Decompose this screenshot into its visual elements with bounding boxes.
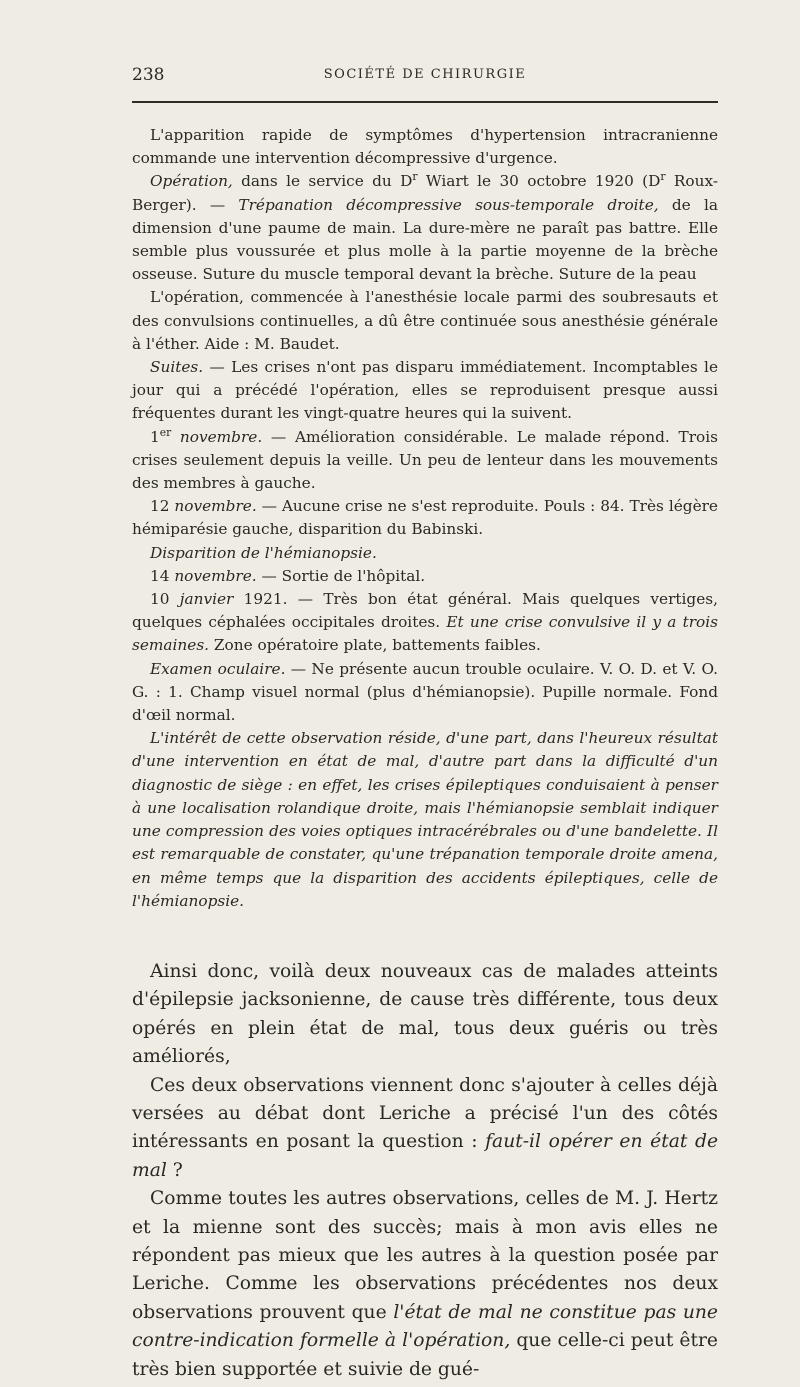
case-paragraph [132, 170, 718, 286]
case-italic: Trépanation décompressive sous-temporale droite, [238, 195, 659, 214]
case-paragraph [132, 588, 718, 658]
case-text: Wiart le 30 octobre 1920 (D [417, 172, 661, 191]
case-text: L'opération, commencée à l'anesthésie locale parmi des soubresauts et des convulsions continuelles, a dû être continuée sous anesthésie générale à l'éther. Aide : M. Baudet. [132, 288, 718, 353]
case-paragraph [132, 286, 718, 356]
case-paragraph [132, 495, 718, 541]
case-paragraph [132, 565, 718, 588]
body-text: Ces deux observations viennent donc s'ajouter à celles déjà versées au débat dont Leriche a précisé l'un des côtés intéressants en posant la question : [132, 1074, 718, 1153]
case-italic: Et une crise convulsive il y a trois semaines. [132, 613, 718, 655]
case-text: dans le service du D [232, 172, 413, 191]
case-label: novembre. [169, 566, 257, 585]
header-rule [132, 101, 718, 103]
case-label: Examen oculaire. [150, 659, 286, 678]
body-text: Comme toutes les autres observations, celles de M. J. Hertz et la mienne sont des succès; mais à mon avis elles ne répondent pas mieux que les autres à la question posée par Leriche. Comme les observations précédentes nos deux observations prouvent que [132, 1188, 718, 1323]
case-text: — Amélioration considérable. Le malade répond. Trois crises seulement depuis la veille. Un peu de lenteur dans les mouvements des membres à gauche. [132, 427, 718, 493]
case-label: novembre. [171, 427, 263, 446]
case-text: Zone opératoire plate, battements faibles. [209, 636, 541, 655]
body-text: Ainsi donc, voilà deux nouveaux cas de malades atteints d'épilepsie jacksonienne, de cause très différente, tous deux opérés en plein état de mal, tous deux guéris ou très améliorés, [132, 961, 718, 1068]
case-paragraph [132, 124, 718, 170]
case-label: Suites. [150, 358, 204, 377]
body-italic: faut-il opérer en état de mal [132, 1131, 719, 1181]
superscript: r [412, 170, 418, 184]
case-text: — Ne présente aucun trouble oculaire. V. O. D. et V. O. G. : 1. Champ visuel normal (plus d'hémianopsie). Pupille normale. Fond d'œil normal. [132, 659, 718, 725]
date-number: 12 [150, 497, 170, 516]
superscript: r [660, 170, 666, 184]
body-text: que celle-ci peut être très bien supportée et suivie de gué- [132, 1330, 718, 1380]
body-paragraph [132, 958, 718, 1072]
case-text: de la dimension d'une paume de main. La dure-mère ne paraît pas battre. Elle semble plus voussurée et plus molle à la partie moyenne de la brèche osseuse. Suture du muscle temporal devant la brèche. Suture de la peau [132, 195, 718, 284]
case-label: janvier [169, 590, 234, 609]
case-conclusion [132, 727, 718, 913]
body-paragraph [132, 1072, 718, 1186]
case-label: novembre. [169, 497, 257, 516]
running-title: SOCIÉTÉ DE CHIRURGIE [323, 67, 527, 82]
running-head [132, 62, 718, 88]
case-text: Roux-Berger). — [132, 172, 719, 214]
case-paragraph [132, 542, 718, 565]
case-text: — Sortie de l'hôpital. [256, 566, 426, 585]
case-italic: L'intérêt de cette observation réside, d'une part, dans l'heureux résultat d'une intervention en état de mal, d'autre part dans la difficulté d'un diagnostic de siège : en effet, les crises épileptiques conduisaient à penser à une localisation rolandique droite, mais l'hémianopsie semblait indiquer une compression des voies optiques intracérébrales ou d'une bandelette. Il est remarquable de constater, qu'une trépanation temporale droite amena, en même temps que la disparition des accidents épileptiques, celle de l'hémianopsie. [132, 729, 718, 910]
case-text: 1921. — Très bon état général. Mais quelques vertiges, quelques céphalées occipitales droites. [132, 590, 718, 632]
case-text: — Aucune crise ne s'est reproduite. Pouls : 84. Très légère hémiparésie gauche, disparition du Babinski. [132, 497, 718, 539]
superscript: er [159, 425, 172, 439]
case-report [132, 124, 718, 913]
body-italic: l'état de mal ne constitue pas une contre-indication formelle à l'opération, [132, 1301, 718, 1352]
date-number: 1 [150, 427, 160, 446]
case-paragraph [132, 356, 718, 426]
case-italic: Disparition de l'hémianopsie. [150, 543, 377, 562]
main-text [132, 958, 718, 1384]
case-text: L'apparition rapide de symptômes d'hypertension intracranienne commande une intervention décompressive d'urgence. [132, 126, 718, 168]
case-label: Opération, [150, 172, 233, 191]
body-paragraph [132, 1185, 718, 1384]
body-text: ? [166, 1159, 183, 1181]
case-paragraph [132, 658, 718, 728]
date-number: 14 [150, 566, 170, 585]
page-number: 238 [132, 65, 165, 85]
date-number: 10 [150, 590, 170, 609]
case-paragraph [132, 426, 718, 496]
case-text: — Les crises n'ont pas disparu immédiatement. Incomptables le jour qui a précédé l'opération, elles se reproduisent presque aussi fréquentes durant les vingt-quatre heures qui la suivent. [132, 358, 718, 423]
